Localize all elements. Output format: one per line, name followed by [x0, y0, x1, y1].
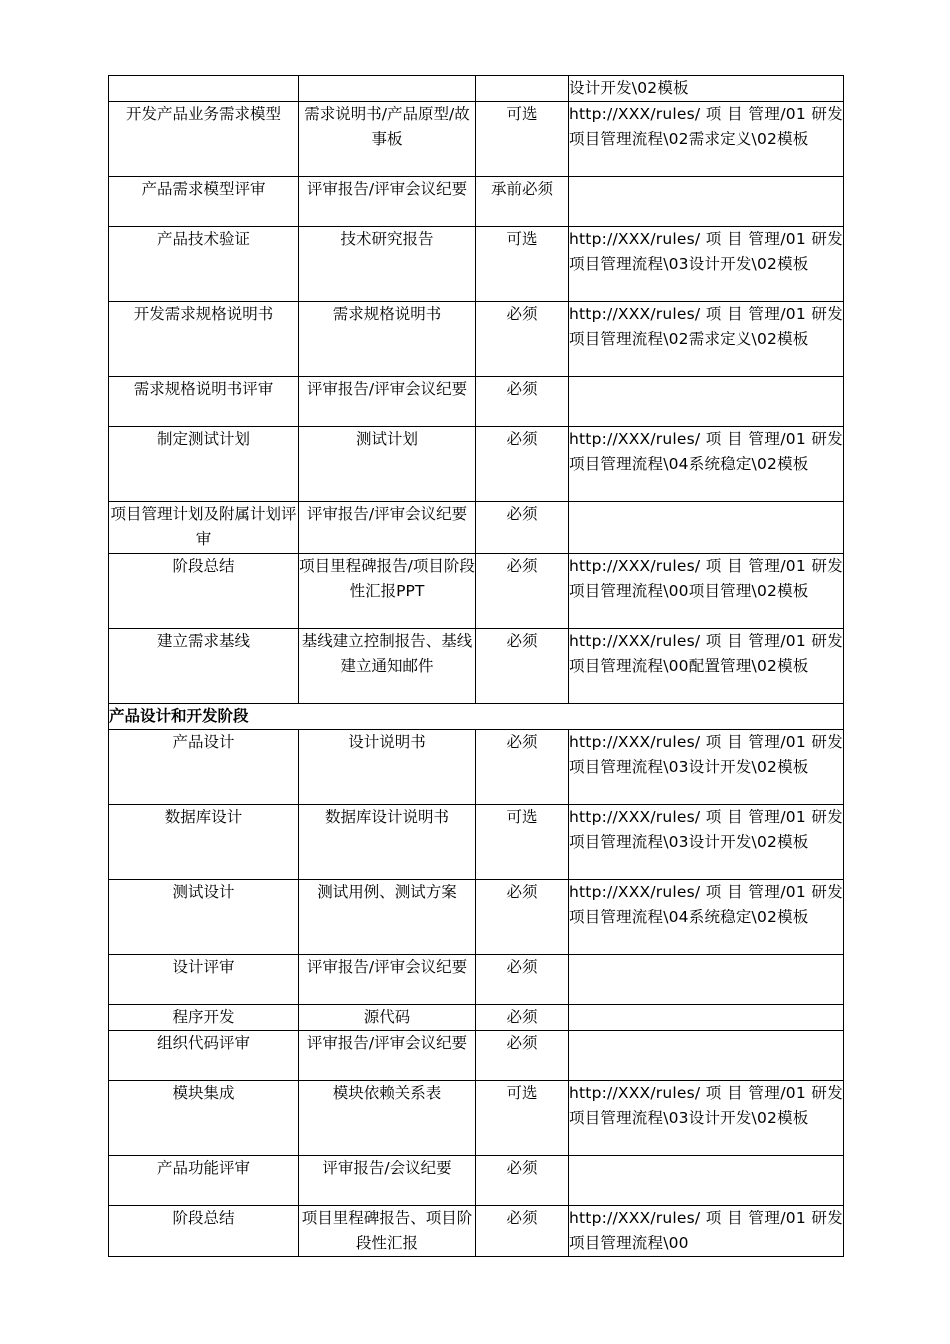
requirement-cell: 可选: [476, 102, 569, 177]
requirement-cell: 必须: [476, 427, 569, 502]
table-row: [109, 879, 844, 954]
requirement-cell: 必须: [476, 377, 569, 427]
table-row: [109, 804, 844, 879]
template-path-cell: [569, 1031, 844, 1081]
deliverable-cell: 需求规格说明书: [299, 302, 476, 377]
deliverable-cell: 数据库设计说明书: [299, 804, 476, 879]
requirement-cell: 必须: [476, 628, 569, 703]
requirement-cell: 可选: [476, 227, 569, 302]
activity-cell: 阶段总结: [109, 1206, 299, 1257]
requirement-cell: 必须: [476, 1031, 569, 1081]
template-path-cell: http://XXX/rules/ 项 目 管理/01 研发项目管理流程\00项目管理\02模板: [569, 553, 844, 628]
requirement-cell: 必须: [476, 954, 569, 1004]
deliverable-cell: 源代码: [299, 1004, 476, 1030]
activity-cell: 阶段总结: [109, 553, 299, 628]
table-row: [109, 102, 844, 177]
deliverable-cell: 评审报告/会议纪要: [299, 1156, 476, 1206]
table-row: [109, 1156, 844, 1206]
section-header-row: [109, 703, 844, 729]
activity-cell: 模块集成: [109, 1081, 299, 1156]
activity-cell: 开发需求规格说明书: [109, 302, 299, 377]
requirement-cell: 承前必须: [476, 177, 569, 227]
activity-cell: 程序开发: [109, 1004, 299, 1030]
requirement-cell: 可选: [476, 804, 569, 879]
table-row: [109, 177, 844, 227]
deliverable-cell: 测试计划: [299, 427, 476, 502]
table-row: [109, 377, 844, 427]
activity-cell: 数据库设计: [109, 804, 299, 879]
table-row: [109, 427, 844, 502]
process-deliverables-table: [108, 75, 844, 1257]
table-row: [109, 729, 844, 804]
table-row: [109, 1004, 844, 1030]
deliverable-cell: 评审报告/评审会议纪要: [299, 954, 476, 1004]
requirement-cell: 必须: [476, 1206, 569, 1257]
requirement-cell: [476, 76, 569, 102]
activity-cell: 组织代码评审: [109, 1031, 299, 1081]
requirement-cell: 必须: [476, 1156, 569, 1206]
activity-cell: 产品技术验证: [109, 227, 299, 302]
template-path-cell: [569, 177, 844, 227]
requirement-cell: 必须: [476, 502, 569, 553]
activity-cell: 产品设计: [109, 729, 299, 804]
table-row: [109, 628, 844, 703]
table-row: [109, 76, 844, 102]
table-row: [109, 1206, 844, 1257]
activity-cell: 需求规格说明书评审: [109, 377, 299, 427]
activity-cell: 开发产品业务需求模型: [109, 102, 299, 177]
template-path-cell: http://XXX/rules/ 项 目 管理/01 研发项目管理流程\04系统稳定\02模板: [569, 879, 844, 954]
template-path-cell: http://XXX/rules/ 项 目 管理/01 研发项目管理流程\02需求定义\02模板: [569, 102, 844, 177]
deliverable-cell: 设计说明书: [299, 729, 476, 804]
template-path-cell: http://XXX/rules/ 项 目 管理/01 研发项目管理流程\03设计开发\02模板: [569, 1081, 844, 1156]
deliverable-cell: 技术研究报告: [299, 227, 476, 302]
requirement-cell: 必须: [476, 1004, 569, 1030]
table-row: [109, 1031, 844, 1081]
template-path-cell: [569, 502, 844, 553]
activity-cell: 测试设计: [109, 879, 299, 954]
table-row: [109, 302, 844, 377]
activity-cell: 产品需求模型评审: [109, 177, 299, 227]
deliverable-cell: 评审报告/评审会议纪要: [299, 377, 476, 427]
template-path-cell: 设计开发\02模板: [569, 76, 844, 102]
activity-cell: 项目管理计划及附属计划评审: [109, 502, 299, 553]
template-path-cell: http://XXX/rules/ 项 目 管理/01 研发项目管理流程\03设计开发\02模板: [569, 227, 844, 302]
section-title: 产品设计和开发阶段: [109, 703, 844, 729]
template-path-cell: [569, 954, 844, 1004]
table-body: [109, 76, 844, 1257]
requirement-cell: 必须: [476, 302, 569, 377]
requirement-cell: 必须: [476, 729, 569, 804]
deliverable-cell: 评审报告/评审会议纪要: [299, 502, 476, 553]
requirement-cell: 必须: [476, 879, 569, 954]
template-path-cell: [569, 377, 844, 427]
activity-cell: 设计评审: [109, 954, 299, 1004]
deliverable-cell: 评审报告/评审会议纪要: [299, 1031, 476, 1081]
template-path-cell: [569, 1004, 844, 1030]
table-row: [109, 1081, 844, 1156]
requirement-cell: 必须: [476, 553, 569, 628]
deliverable-cell: 基线建立控制报告、基线建立通知邮件: [299, 628, 476, 703]
activity-cell: [109, 76, 299, 102]
template-path-cell: http://XXX/rules/ 项 目 管理/01 研发项目管理流程\04系统稳定\02模板: [569, 427, 844, 502]
deliverable-cell: 测试用例、测试方案: [299, 879, 476, 954]
requirement-cell: 可选: [476, 1081, 569, 1156]
table-row: [109, 227, 844, 302]
deliverable-cell: 项目里程碑报告/项目阶段性汇报PPT: [299, 553, 476, 628]
table-row: [109, 502, 844, 553]
template-path-cell: http://XXX/rules/ 项 目 管理/01 研发项目管理流程\00: [569, 1206, 844, 1257]
deliverable-cell: 项目里程碑报告、项目阶段性汇报: [299, 1206, 476, 1257]
deliverable-cell: 模块依赖关系表: [299, 1081, 476, 1156]
template-path-cell: http://XXX/rules/ 项 目 管理/01 研发项目管理流程\03设计开发\02模板: [569, 729, 844, 804]
template-path-cell: http://XXX/rules/ 项 目 管理/01 研发项目管理流程\00配置管理\02模板: [569, 628, 844, 703]
template-path-cell: http://XXX/rules/ 项 目 管理/01 研发项目管理流程\03设计开发\02模板: [569, 804, 844, 879]
activity-cell: 制定测试计划: [109, 427, 299, 502]
activity-cell: 产品功能评审: [109, 1156, 299, 1206]
table-row: [109, 553, 844, 628]
template-path-cell: http://XXX/rules/ 项 目 管理/01 研发项目管理流程\02需求定义\02模板: [569, 302, 844, 377]
deliverable-cell: [299, 76, 476, 102]
deliverable-cell: 需求说明书/产品原型/故事板: [299, 102, 476, 177]
deliverable-cell: 评审报告/评审会议纪要: [299, 177, 476, 227]
table-row: [109, 954, 844, 1004]
activity-cell: 建立需求基线: [109, 628, 299, 703]
template-path-cell: [569, 1156, 844, 1206]
